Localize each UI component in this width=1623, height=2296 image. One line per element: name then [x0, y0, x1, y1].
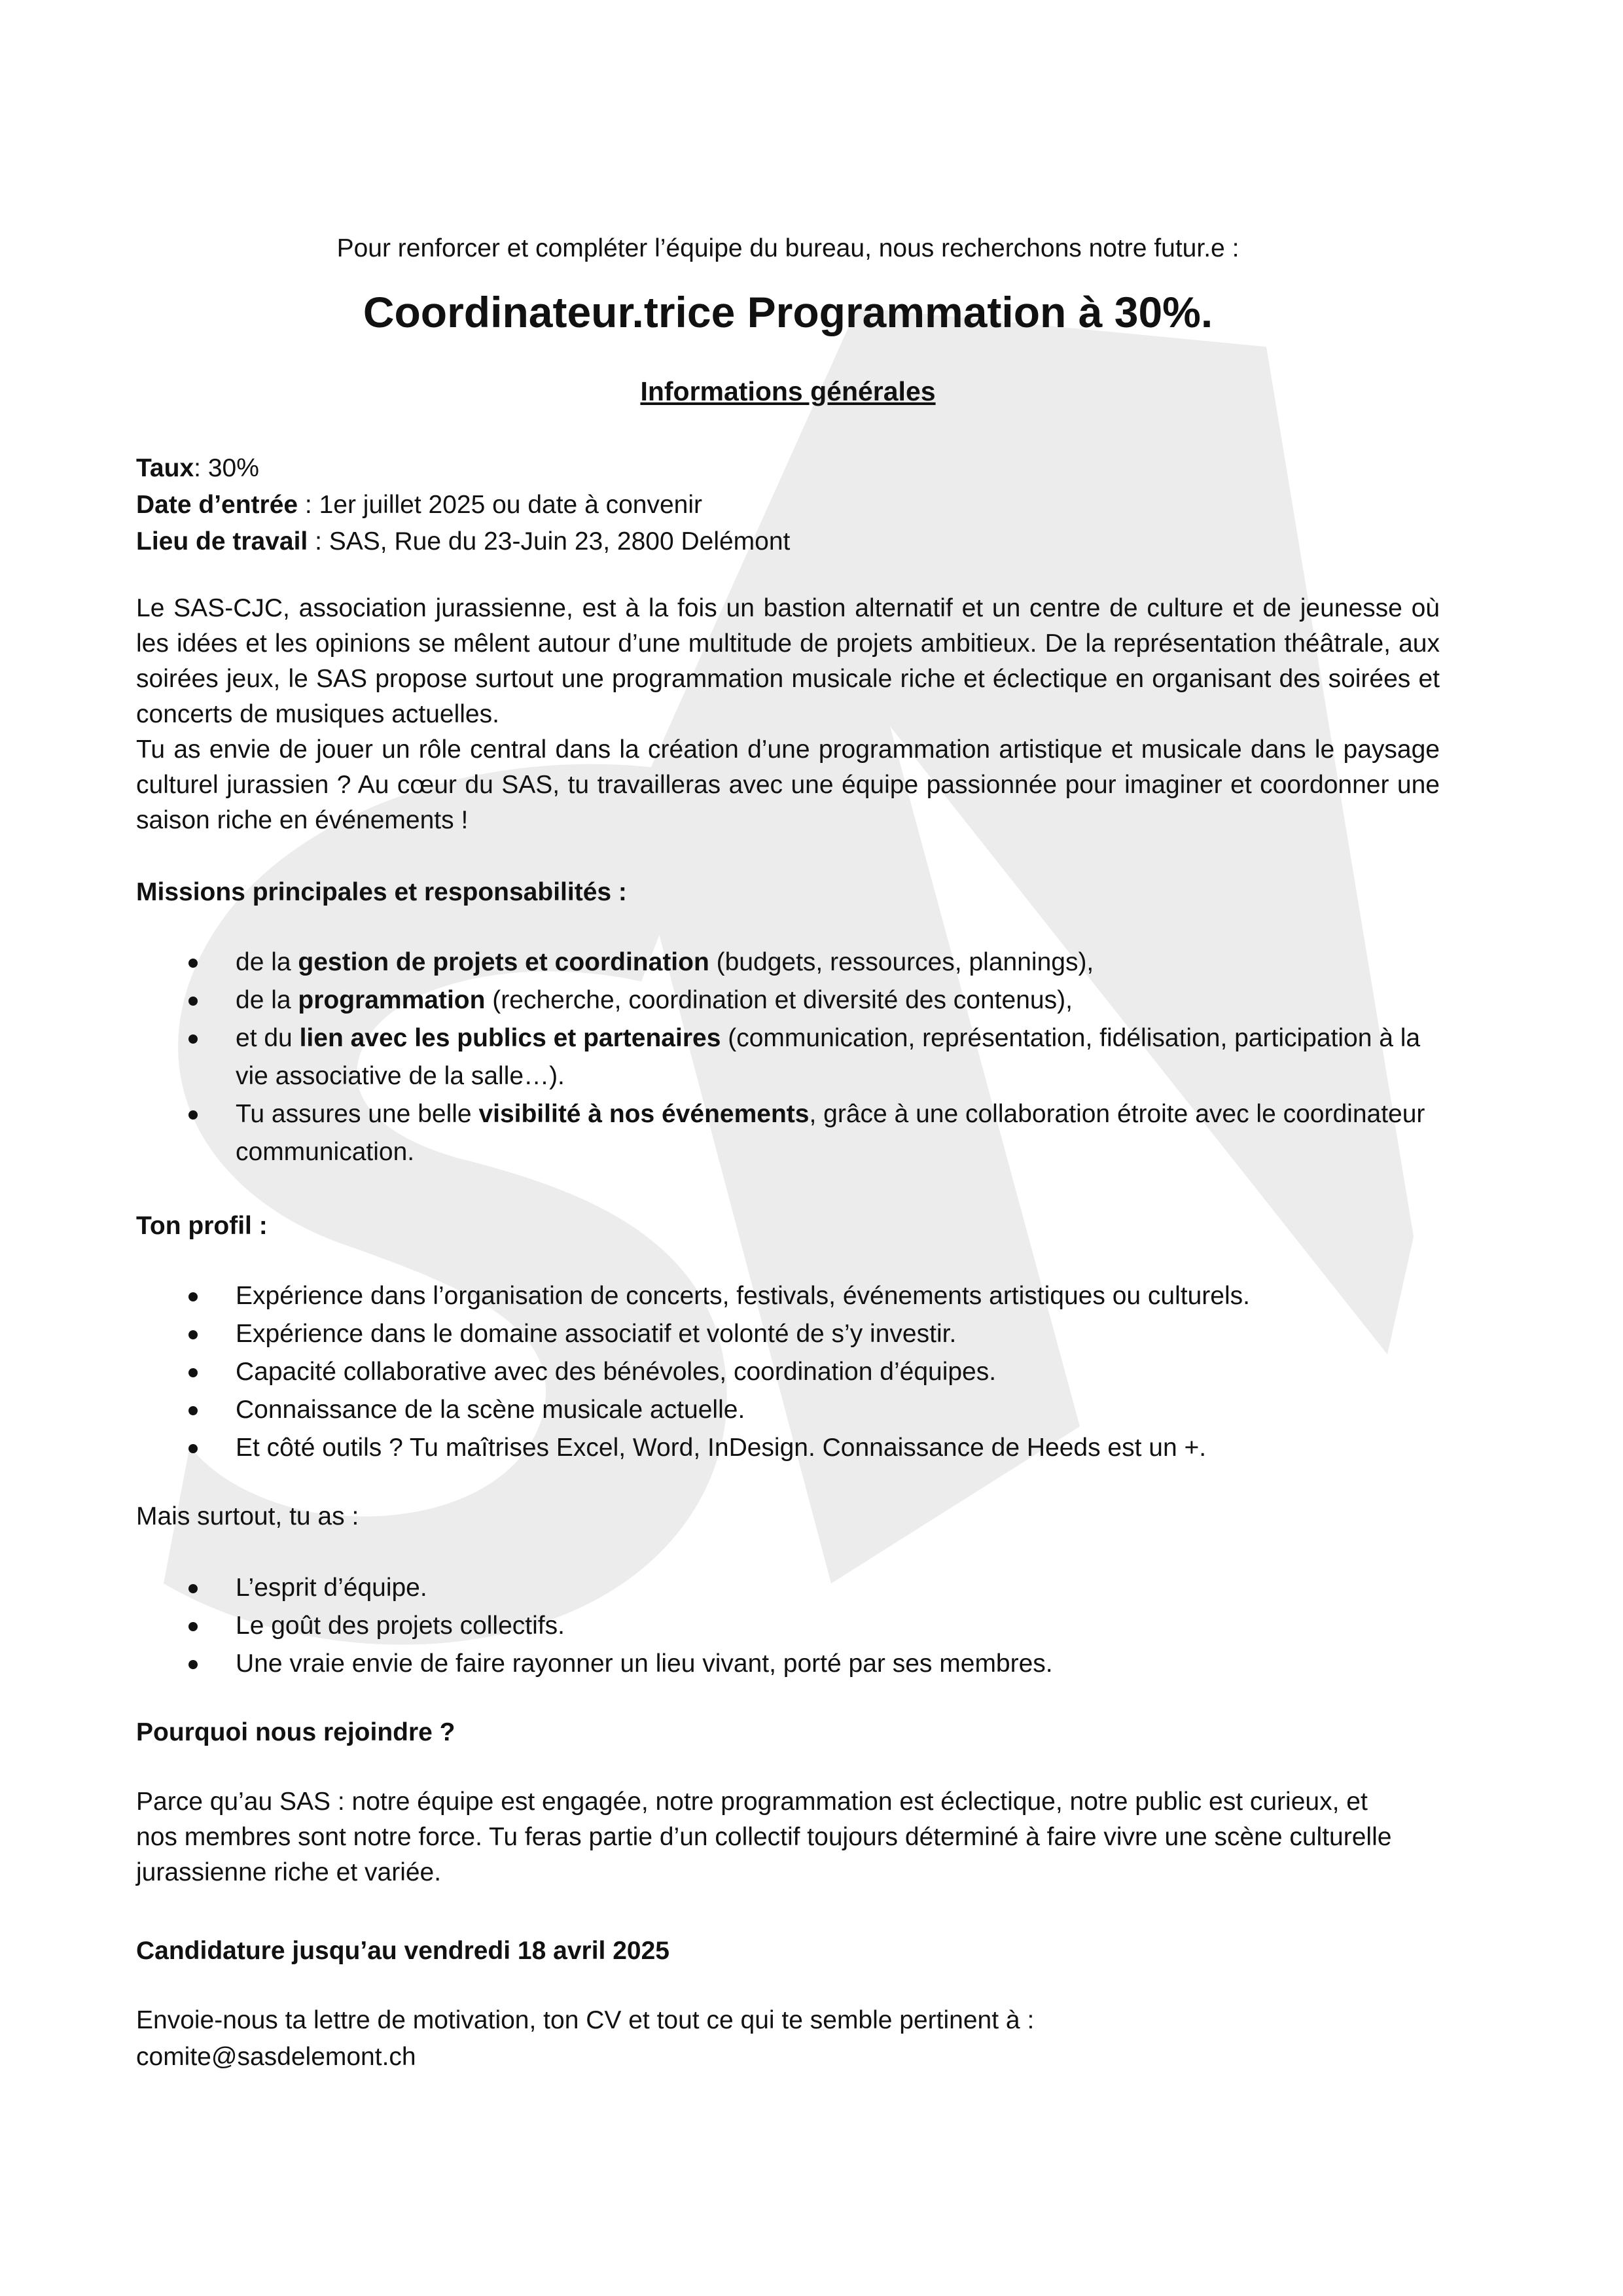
- missions-list: [136, 944, 1440, 1171]
- lieu-label: Lieu de travail: [136, 527, 308, 556]
- taux-separator: :: [194, 454, 208, 482]
- list-item: Tu assures une belle visibilité à nos événements, grâce à une collaboration étroite avec le coordinateur communication.: [136, 1095, 1440, 1171]
- date-line: [136, 487, 1440, 523]
- missions-heading: Missions principales et responsabilités :: [136, 878, 627, 906]
- general-info-heading: Informations générales: [640, 376, 936, 406]
- list-item: Connaissance de la scène musicale actuelle.: [136, 1391, 1440, 1429]
- taux-label: Taux: [136, 454, 194, 482]
- profile-heading: Ton profil :: [136, 1212, 268, 1240]
- intro-line: Pour renforcer et compléter l’équipe du bureau, nous recherchons notre futur.e :: [336, 234, 1240, 262]
- why-heading: Pourquoi nous rejoindre ?: [136, 1718, 455, 1746]
- description-paragraph-1: Le SAS-CJC, association jurassienne, est à la fois un bastion alternatif et un centre de culture et de jeunesse où les idées et les opinions se mêlent autour d’une multitude de projets ambitieux. De la représentation théâtrale, aux soirées jeux, le SAS propose surtout une programmation musicale riche et éclectique en organisant des soirées et concerts de musiques actuelles.: [136, 594, 1440, 728]
- surtout-list: [136, 1569, 1440, 1683]
- list-item: L’esprit d’équipe.: [136, 1569, 1440, 1607]
- deadline-heading: Candidature jusqu’au vendredi 18 avril 2025: [136, 1937, 669, 1965]
- lieu-line: [136, 523, 1440, 560]
- job-title: Coordinateur.trice Programmation à 30%.: [363, 288, 1213, 336]
- date-value: : 1er juillet 2025 ou date à convenir: [298, 491, 702, 519]
- taux-value: 30%: [207, 454, 259, 482]
- list-item: Capacité collaborative avec des bénévoles, coordination d’équipes.: [136, 1353, 1440, 1391]
- surtout-heading: Mais surtout, tu as :: [136, 1502, 359, 1530]
- list-item: Le goût des projets collectifs.: [136, 1607, 1440, 1645]
- taux-line: [136, 450, 1440, 487]
- general-info-block: [136, 450, 1440, 560]
- apply-email-link[interactable]: comite@sasdelemont.ch: [136, 2043, 416, 2071]
- list-item: Et côté outils ? Tu maîtrises Excel, Word, InDesign. Connaissance de Heeds est un +.: [136, 1429, 1440, 1467]
- lieu-value: : SAS, Rue du 23-Juin 23, 2800 Delémont: [308, 527, 791, 556]
- list-item: et du lien avec les publics et partenaires (communication, représentation, fidélisation, participation à la vie associative de la salle…).: [136, 1019, 1440, 1095]
- list-item: de la gestion de projets et coordination (budgets, ressources, plannings),: [136, 944, 1440, 981]
- list-item: Expérience dans le domaine associatif et volonté de s’y investir.: [136, 1315, 1440, 1353]
- date-label: Date d’entrée: [136, 491, 298, 519]
- list-item: Expérience dans l’organisation de concerts, festivals, événements artistiques ou culturels.: [136, 1277, 1440, 1315]
- list-item: de la programmation (recherche, coordination et diversité des contenus),: [136, 981, 1440, 1019]
- why-paragraph: Parce qu’au SAS : notre équipe est engagée, notre programmation est éclectique, notre public est curieux, et nos membres sont notre force. Tu feras partie d’un collectif toujours déterminé à faire vivre une scène culturelle jurassienne riche et variée.: [136, 1788, 1392, 1886]
- description-paragraph-2: Tu as envie de jouer un rôle central dans la création d’une programmation artistique et musicale dans le paysage culturel jurassien ? Au cœur du SAS, tu travailleras avec une équipe passionnée pour imaginer et coordonner une saison riche en événements !: [136, 735, 1440, 834]
- list-item: Une vraie envie de faire rayonner un lieu vivant, porté par ses membres.: [136, 1645, 1440, 1683]
- apply-text: Envoie-nous ta lettre de motivation, ton CV et tout ce qui te semble pertinent à :: [136, 2006, 1035, 2034]
- profile-list: [136, 1277, 1440, 1467]
